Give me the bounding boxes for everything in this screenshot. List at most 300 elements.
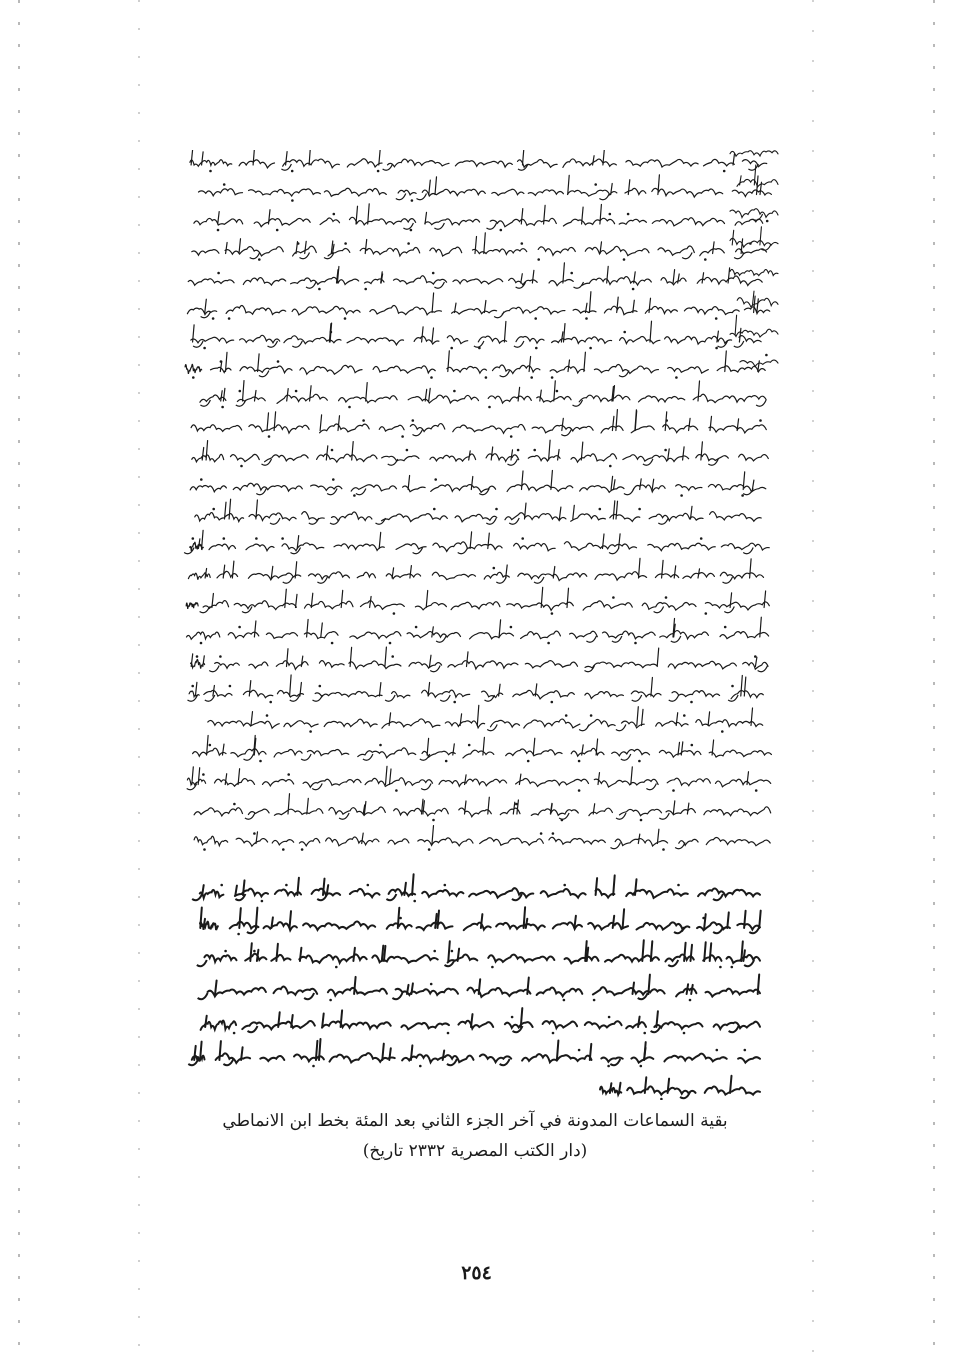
ink-ascender-stroke	[759, 911, 761, 928]
ink-word-stroke	[665, 336, 732, 344]
ink-word-stroke	[585, 662, 657, 668]
ink-word-stroke	[564, 542, 636, 551]
ink-descender-stroke	[586, 636, 596, 642]
ink-descender-stroke	[396, 194, 406, 200]
ink-descender-stroke	[192, 894, 202, 900]
ink-dot	[277, 360, 280, 363]
ink-word-stroke	[300, 365, 362, 374]
ink-ascender-stroke	[288, 794, 290, 814]
ink-word-stroke	[596, 889, 615, 897]
ink-descender-stroke	[198, 993, 208, 999]
ink-ascender-stroke	[750, 559, 752, 578]
ink-dot	[237, 933, 240, 936]
ink-descender-stroke	[248, 1026, 258, 1032]
ink-word-stroke	[697, 922, 730, 930]
ink-word-stroke	[230, 922, 259, 929]
ink-ascender-stroke	[617, 297, 619, 312]
ink-ascender-stroke	[727, 912, 729, 928]
ink-word-stroke	[339, 396, 398, 403]
ink-descender-stroke	[659, 813, 669, 819]
ink-dot	[537, 258, 540, 261]
ink-word-stroke	[347, 159, 382, 167]
ink-word-stroke	[445, 721, 484, 728]
ink-dot	[447, 1032, 450, 1035]
ink-ascender-stroke	[611, 476, 613, 489]
ink-ascender-stroke	[379, 532, 381, 548]
ink-word-stroke	[349, 661, 401, 669]
ink-word-stroke	[358, 748, 416, 758]
page-number: ٢٥٤	[461, 1262, 492, 1284]
ink-descender-stroke	[646, 784, 656, 790]
ink-word-stroke	[215, 779, 255, 787]
ink-word-stroke	[708, 484, 765, 491]
ink-ascender-stroke	[551, 471, 553, 490]
ink-word-stroke	[668, 367, 709, 373]
ink-dot	[253, 832, 256, 835]
ink-ascender-stroke	[285, 589, 287, 607]
ink-descender-stroke	[487, 223, 497, 229]
ink-dot	[223, 183, 226, 186]
ink-ascender-stroke	[681, 742, 683, 755]
ink-dot	[228, 317, 231, 320]
ink-descender-stroke	[244, 754, 254, 760]
ink-dot	[192, 376, 195, 379]
ink-ascender-stroke	[379, 683, 381, 696]
ink-word-stroke	[408, 395, 478, 403]
ink-word-stroke	[739, 454, 769, 461]
ink-dot	[200, 642, 203, 645]
ink-word-stroke	[615, 839, 667, 846]
ink-ascender-stroke	[673, 801, 675, 814]
ink-word-stroke	[488, 396, 531, 403]
ink-word-stroke	[698, 888, 760, 896]
ink-ascender-stroke	[584, 352, 586, 371]
ink-dot	[672, 789, 675, 792]
ink-word-stroke	[593, 987, 665, 995]
ink-word-stroke	[233, 483, 302, 491]
ink-ascender-stroke	[728, 268, 730, 283]
ink-word-stroke	[277, 394, 327, 403]
ink-ascender-stroke	[198, 539, 200, 549]
ink-word-stroke	[549, 837, 605, 844]
ink-dot	[551, 376, 554, 379]
ink-descender-stroke	[713, 927, 723, 933]
ink-ascender-stroke	[235, 886, 237, 895]
ink-word-stroke	[464, 923, 491, 931]
ink-ascender-stroke	[649, 298, 651, 312]
ink-dot	[585, 317, 588, 320]
ink-word-stroke	[631, 691, 661, 697]
ink-dot	[203, 848, 206, 851]
ink-dot	[276, 229, 279, 232]
ink-ascender-stroke	[764, 591, 766, 608]
ink-descender-stroke	[327, 489, 337, 495]
ink-dot	[364, 288, 367, 291]
ink-word-stroke	[633, 485, 665, 492]
ink-ascender-stroke	[553, 567, 555, 579]
ink-word-stroke	[585, 1021, 622, 1028]
ink-word-stroke	[403, 486, 426, 492]
ink-word-stroke	[447, 336, 467, 344]
ink-word-stroke	[538, 247, 575, 255]
ink-word-stroke	[571, 748, 604, 756]
ink-dot	[332, 478, 335, 481]
lower-handwriting-line	[600, 1076, 760, 1100]
ink-ascender-stroke	[305, 241, 307, 253]
ink-word-stroke	[710, 512, 762, 522]
ink-word-stroke	[203, 601, 229, 609]
ink-ascender-stroke	[432, 328, 434, 342]
ink-dot	[415, 626, 418, 629]
ink-ascender-stroke	[532, 270, 534, 283]
ink-ascender-stroke	[637, 707, 639, 726]
ink-ascender-stroke	[390, 769, 392, 785]
ink-ascender-stroke	[194, 1046, 196, 1060]
margin-handwriting-line	[730, 315, 778, 337]
ink-word-stroke	[563, 218, 614, 226]
ink-dot	[700, 537, 703, 540]
ink-word-stroke	[361, 601, 405, 610]
ink-word-stroke	[583, 601, 632, 610]
ink-word-stroke	[459, 808, 492, 817]
ink-word-stroke	[706, 837, 770, 845]
ink-word-stroke	[550, 366, 585, 372]
upper-handwriting-line	[192, 233, 767, 261]
ink-word-stroke	[192, 454, 224, 461]
ink-word-stroke	[284, 721, 318, 727]
ink-word-stroke	[191, 337, 234, 343]
ink-ascender-stroke	[730, 1076, 732, 1093]
ink-ascender-stroke	[251, 712, 253, 726]
ink-word-stroke	[493, 365, 540, 373]
ink-descender-stroke	[744, 960, 754, 966]
ink-word-stroke	[696, 720, 763, 727]
ink-word-stroke	[415, 603, 446, 610]
ink-ascender-stroke	[198, 768, 200, 785]
ink-ascender-stroke	[287, 389, 289, 401]
ink-word-stroke	[231, 749, 266, 757]
ink-descender-stroke	[330, 518, 340, 524]
ink-dot	[239, 390, 242, 393]
ink-dot	[612, 596, 615, 599]
ink-dot	[331, 642, 334, 645]
ink-dot	[702, 917, 705, 920]
ink-descender-stroke	[724, 607, 734, 613]
ink-word-stroke	[463, 750, 494, 758]
ink-descender-stroke	[574, 282, 584, 288]
upper-handwriting-line	[190, 471, 766, 497]
ink-word-stroke	[191, 425, 242, 432]
ink-descender-stroke	[761, 244, 771, 250]
ink-ascender-stroke	[710, 943, 712, 961]
ink-ascender-stroke	[477, 705, 479, 725]
manuscript-scribble	[170, 150, 780, 1100]
ink-dot	[744, 1049, 747, 1052]
ink-word-stroke	[328, 988, 387, 996]
ink-word-stroke	[217, 571, 238, 578]
ink-dot	[715, 317, 718, 320]
ink-dot	[551, 701, 554, 704]
ink-dot	[259, 760, 262, 763]
ink-dot	[413, 900, 416, 903]
ink-word-stroke	[505, 513, 566, 521]
ink-word-stroke	[631, 1057, 653, 1062]
ink-dot	[432, 819, 435, 822]
ink-word-stroke	[291, 277, 359, 284]
ink-word-stroke	[458, 1021, 493, 1029]
ink-ascender-stroke	[676, 713, 678, 726]
ink-word-stroke	[716, 779, 771, 787]
ink-ascender-stroke	[255, 391, 257, 402]
ink-descender-stroke	[621, 754, 631, 760]
ink-descender-stroke	[748, 164, 758, 170]
ink-descender-stroke	[616, 725, 626, 731]
ink-ascender-stroke	[751, 708, 753, 726]
ink-word-stroke	[739, 336, 761, 343]
ink-ascender-stroke	[568, 175, 570, 194]
ink-word-stroke	[243, 278, 285, 286]
ink-ascender-stroke	[540, 390, 542, 401]
ink-word-stroke	[388, 159, 450, 167]
ink-ascender-stroke	[593, 156, 595, 165]
ink-dot	[212, 508, 215, 511]
ink-dot	[552, 832, 555, 835]
ink-dot	[411, 199, 414, 202]
ink-word-stroke	[679, 839, 698, 845]
upper-handwriting-line	[191, 410, 766, 438]
ink-word-stroke	[448, 661, 518, 669]
ink-word-stroke	[528, 190, 563, 196]
lower-handwriting-line	[198, 975, 760, 1002]
ink-ascender-stroke	[206, 441, 208, 460]
ink-ascender-stroke	[521, 209, 523, 224]
ink-dot	[723, 170, 726, 173]
ink-dot	[389, 642, 392, 645]
ink-dot	[258, 258, 261, 261]
ink-word-stroke	[190, 160, 232, 166]
ink-word-stroke	[292, 306, 360, 315]
ink-dot	[716, 1049, 719, 1052]
ink-ascender-stroke	[392, 568, 394, 578]
ink-dot	[221, 406, 224, 409]
ink-ascender-stroke	[229, 499, 231, 519]
ink-ascender-stroke	[341, 590, 343, 607]
ink-descender-stroke	[417, 194, 427, 200]
ink-ascender-stroke	[511, 450, 513, 460]
ink-ascender-stroke	[753, 291, 755, 305]
ink-word-stroke	[309, 572, 350, 579]
ink-descender-stroke	[223, 1059, 233, 1065]
ink-ascender-stroke	[309, 150, 311, 165]
ink-ascender-stroke	[610, 1083, 612, 1093]
upper-handwriting-line	[199, 175, 772, 202]
ink-dot	[759, 419, 762, 422]
ink-word-stroke	[525, 661, 577, 668]
ink-ascender-stroke	[614, 480, 616, 490]
ink-descender-stroke	[743, 489, 753, 495]
ink-dot	[563, 999, 566, 1002]
ink-word-stroke	[730, 238, 778, 247]
ink-ascender-stroke	[518, 387, 520, 401]
ink-word-stroke	[652, 188, 723, 197]
ink-descender-stroke	[209, 666, 219, 672]
ink-ascender-stroke	[384, 946, 386, 961]
ink-word-stroke	[518, 573, 587, 581]
ink-word-stroke	[243, 690, 272, 697]
ink-word-stroke	[188, 573, 210, 580]
ink-dot	[755, 789, 758, 792]
ink-word-stroke	[492, 189, 524, 195]
ink-dot	[535, 347, 538, 350]
ink-descender-stroke	[312, 784, 322, 790]
ink-ascender-stroke	[215, 981, 217, 995]
ink-ascender-stroke	[687, 803, 689, 814]
ink-ascender-stroke	[568, 360, 570, 372]
ink-ascender-stroke	[469, 451, 471, 460]
ink-word-stroke	[543, 1021, 578, 1028]
ink-word-stroke	[563, 159, 617, 167]
ink-dot	[640, 1065, 643, 1068]
ink-ascender-stroke	[307, 798, 309, 814]
ink-ascender-stroke	[698, 381, 700, 401]
ink-dot	[665, 419, 668, 422]
ink-ascender-stroke	[691, 985, 693, 994]
ink-ascender-stroke	[689, 418, 691, 430]
ink-dot	[445, 760, 448, 763]
ink-ascender-stroke	[422, 327, 424, 342]
ink-word-stroke	[709, 750, 771, 757]
lower-handwriting-line	[200, 907, 761, 935]
ink-dot	[488, 406, 491, 409]
ink-ascender-stroke	[352, 442, 354, 460]
ink-word-stroke	[193, 748, 226, 756]
ink-word-stroke	[516, 336, 544, 343]
ink-ascender-stroke	[350, 647, 352, 666]
ink-dot	[731, 966, 734, 969]
ink-dot	[500, 229, 503, 232]
ink-dot	[331, 449, 334, 452]
ink-ascender-stroke	[250, 943, 252, 961]
ink-word-stroke	[191, 659, 205, 668]
ink-dot	[547, 642, 550, 645]
ink-dot	[478, 347, 481, 350]
ink-ascender-stroke	[239, 239, 241, 254]
ink-dot	[266, 714, 269, 717]
ink-dot	[333, 213, 336, 216]
ink-ascender-stroke	[741, 676, 743, 697]
ink-word-stroke	[594, 779, 658, 787]
ink-descender-stroke	[356, 489, 366, 495]
ink-ascender-stroke	[389, 713, 391, 726]
ink-word-stroke	[580, 486, 624, 493]
ink-dot	[269, 701, 272, 704]
ink-dot	[719, 966, 722, 969]
upper-handwriting-line	[192, 440, 769, 467]
ink-ascender-stroke	[613, 501, 615, 519]
ink-ascender-stroke	[713, 242, 715, 254]
ink-word-stroke	[386, 574, 420, 579]
ink-word-stroke	[231, 454, 260, 461]
ink-word-stroke	[664, 1054, 726, 1062]
upper-handwriting-line	[185, 351, 765, 379]
ink-word-stroke	[447, 366, 487, 373]
ink-word-stroke	[693, 394, 766, 402]
ink-dot	[219, 655, 222, 658]
ink-word-stroke	[433, 542, 502, 552]
ink-dot	[238, 626, 241, 629]
ink-ascender-stroke	[708, 712, 710, 726]
ink-word-stroke	[731, 691, 763, 699]
ink-dot	[765, 354, 768, 357]
ink-ascender-stroke	[364, 802, 366, 815]
ink-ascender-stroke	[735, 315, 737, 335]
ink-dot	[638, 760, 641, 763]
ink-word-stroke	[271, 955, 290, 961]
ink-word-stroke	[240, 335, 280, 342]
ink-ascender-stroke	[650, 321, 652, 342]
ink-dot	[510, 626, 513, 629]
ink-dot	[217, 229, 220, 232]
ink-dot	[412, 419, 415, 422]
ink-dot	[623, 331, 626, 334]
ink-ascender-stroke	[310, 386, 312, 401]
ink-ascender-stroke	[642, 709, 644, 725]
ink-dot	[599, 508, 602, 511]
upper-handwriting-line	[187, 617, 769, 644]
ink-dot	[690, 701, 693, 704]
ink-descender-stroke	[306, 282, 316, 288]
ink-dot	[312, 1065, 315, 1068]
ink-ascender-stroke	[521, 274, 523, 283]
ink-word-stroke	[204, 690, 232, 696]
ink-dot	[521, 242, 524, 245]
ink-word-stroke	[706, 989, 761, 997]
ink-dot	[632, 288, 635, 291]
ink-word-stroke	[350, 889, 380, 897]
ink-word-stroke	[263, 779, 294, 785]
ink-word-stroke	[469, 888, 533, 897]
ink-word-stroke	[266, 633, 297, 639]
ink-ascender-stroke	[382, 946, 384, 961]
ink-ascender-stroke	[519, 774, 521, 784]
ink-dot	[233, 803, 236, 806]
ink-word-stroke	[299, 838, 319, 845]
ink-word-stroke	[573, 309, 596, 313]
ink-ascender-stroke	[448, 941, 450, 961]
ink-ascender-stroke	[554, 381, 556, 401]
ink-word-stroke	[398, 190, 416, 195]
ink-word-stroke	[603, 631, 656, 639]
ink-dot	[430, 376, 433, 379]
ink-dot	[407, 242, 410, 245]
ink-word-stroke	[360, 247, 420, 255]
ink-descender-stroke	[561, 430, 571, 436]
scan-edge-artifact	[18, 0, 20, 1354]
ink-ascender-stroke	[596, 739, 598, 755]
ink-dot	[675, 376, 678, 379]
ink-word-stroke	[451, 602, 500, 610]
ink-ascender-stroke	[652, 479, 654, 489]
ink-ascender-stroke	[710, 416, 712, 430]
upper-handwriting-line	[194, 794, 771, 822]
ink-dot	[627, 213, 630, 216]
ink-dot	[589, 347, 592, 350]
upper-handwriting-line	[186, 587, 769, 615]
ink-ascender-stroke	[443, 1051, 445, 1061]
ink-word-stroke	[187, 632, 220, 639]
ink-ascender-stroke	[232, 561, 234, 578]
ink-ascender-stroke	[640, 479, 642, 490]
